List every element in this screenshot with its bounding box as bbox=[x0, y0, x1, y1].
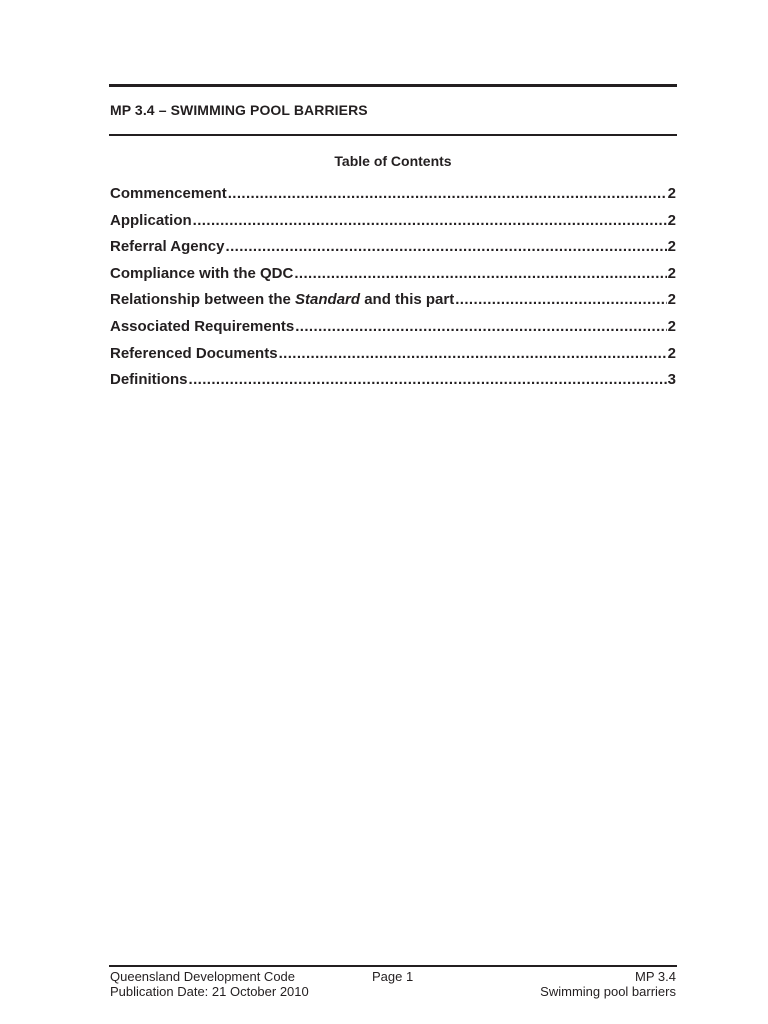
toc-entry-title: Compliance with the QDC bbox=[110, 264, 294, 282]
toc-entry-application[interactable] bbox=[110, 212, 676, 239]
toc-entry-commencement[interactable] bbox=[110, 185, 676, 212]
toc-entry-page: 2 bbox=[667, 185, 676, 202]
toc-entry-title: Referenced Documents bbox=[110, 344, 278, 362]
header-top-rule bbox=[109, 84, 677, 87]
footer-code-name: Queensland Development Code bbox=[110, 969, 296, 984]
footer-publication-date: Publication Date: 21 October 2010 bbox=[110, 984, 309, 999]
toc-entry-definitions[interactable] bbox=[110, 371, 676, 398]
toc-entry-page: 2 bbox=[667, 211, 676, 229]
dot-leader bbox=[226, 238, 667, 255]
dot-leader bbox=[279, 345, 667, 362]
dot-leader bbox=[294, 265, 666, 282]
toc-entry-page: 2 bbox=[667, 317, 676, 335]
toc-entry-page: 3 bbox=[667, 371, 676, 389]
dot-leader bbox=[189, 371, 667, 388]
toc-entry-page: 2 bbox=[667, 344, 676, 362]
toc-entry-page: 2 bbox=[667, 264, 676, 282]
toc-entry-associated-requirements[interactable] bbox=[110, 318, 676, 345]
dot-leader bbox=[193, 212, 667, 229]
footer-part-number: MP 3.4 bbox=[635, 969, 676, 984]
toc-entry-title: Definitions bbox=[110, 371, 188, 389]
footer-rule bbox=[109, 965, 677, 967]
toc-entry-title-part: Relationship between the bbox=[110, 291, 296, 309]
footer-right bbox=[540, 969, 676, 999]
toc-entry-title: Commencement bbox=[110, 185, 227, 202]
toc-entry-page: 2 bbox=[667, 238, 676, 256]
toc-entry-referenced-documents[interactable] bbox=[110, 345, 676, 372]
toc-entry-page: 2 bbox=[667, 291, 676, 309]
table-of-contents bbox=[110, 185, 676, 398]
dot-leader bbox=[455, 291, 666, 308]
document-title: MP 3.4 – SWIMMING POOL BARRIERS bbox=[110, 102, 368, 118]
footer-page-number: Page 1 bbox=[372, 969, 414, 984]
dot-leader bbox=[295, 318, 666, 335]
toc-entry-title-italic: Standard bbox=[295, 291, 361, 309]
footer-part-title: Swimming pool barriers bbox=[540, 984, 676, 999]
dot-leader bbox=[228, 185, 667, 202]
toc-entry-title: Referral Agency bbox=[110, 238, 225, 256]
toc-entry-title-part: and this part bbox=[360, 291, 455, 309]
toc-entry-relationship[interactable] bbox=[110, 291, 676, 318]
footer-left bbox=[110, 969, 309, 999]
toc-entry-compliance[interactable] bbox=[110, 265, 676, 292]
toc-entry-referral-agency[interactable] bbox=[110, 238, 676, 265]
header-bottom-rule bbox=[109, 134, 677, 136]
toc-heading: Table of Contents bbox=[334, 153, 452, 169]
toc-entry-title: Associated Requirements bbox=[110, 317, 295, 335]
toc-entry-title: Application bbox=[110, 211, 192, 229]
toc-entry-title bbox=[110, 291, 454, 308]
